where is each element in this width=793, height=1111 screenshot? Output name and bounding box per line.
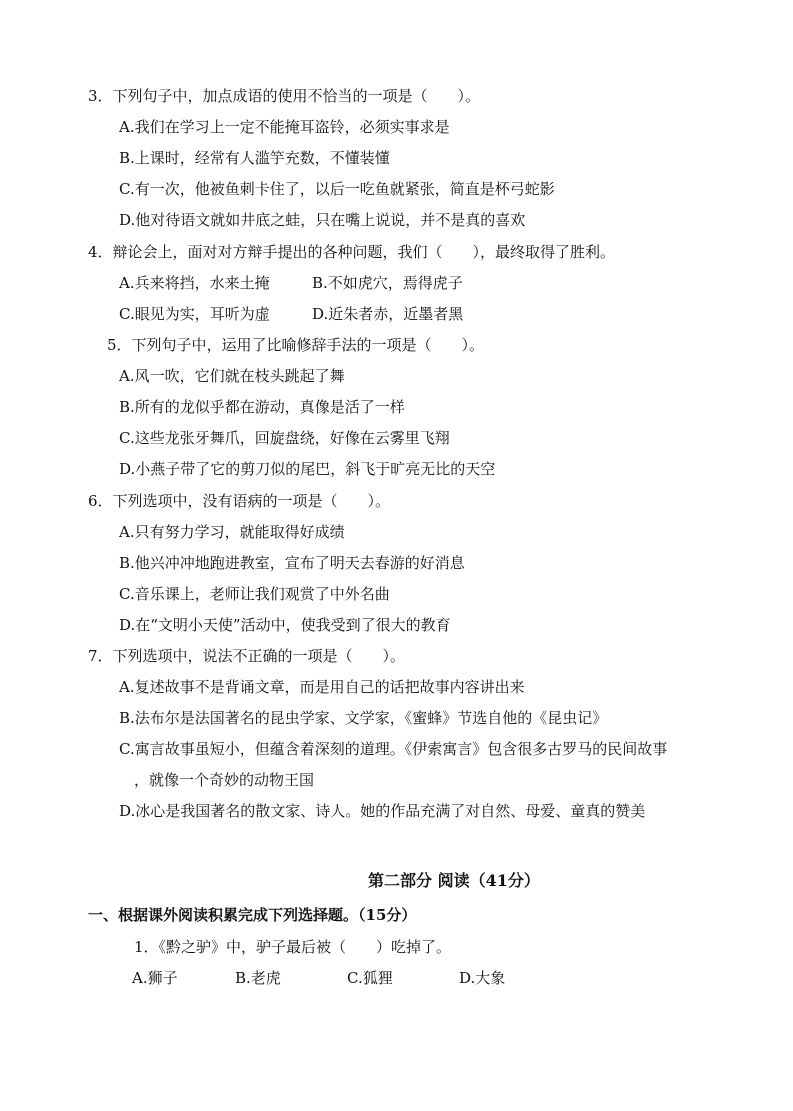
question-6-option-c: C.音乐课上，老师让我们观赏了中外名曲 [119,585,390,603]
question-7-stem: 7．下列选项中，说法不正确的一项是（ ）。 [88,647,406,665]
question-6-option-d: D.在“文明小天使”活动中，使我受到了很大的教育 [119,616,451,634]
question-4-options-row-2 [119,304,463,324]
question-4-option-d: D.近朱者赤，近墨者黑 [312,305,464,323]
question-3-option-b: B.上课时，经常有人滥竽充数，不懂装懂 [119,149,390,167]
question-7-option-a: A.复述故事不是背诵文章，而是用自己的话把故事内容讲出来 [119,678,525,696]
question-5-stem: 5．下列句子中，运用了比喻修辞手法的一项是（ ）。 [107,336,485,354]
question-3-option-c: C.有一次，他被鱼刺卡住了，以后一吃鱼就紧张，简直是杯弓蛇影 [119,180,555,198]
question-3-option-a: A.我们在学习上一定不能掩耳盗铃，必须实事求是 [119,118,450,136]
question-7-option-d: D.冰心是我国著名的散文家、诗人。她的作品充满了对自然、母爱、童真的赞美 [119,802,646,820]
question-7-option-c: C.寓言故事虽短小，但蕴含着深刻的道理。《伊索寓言》包含很多古罗马的民间故事 [119,740,668,758]
question-4-option-c: C.眼见为实，耳听为虚 [119,305,270,323]
part-two-question-1-option-b: B.老虎 [235,969,281,987]
question-3-option-d: D.他对待语文就如井底之蛙，只在嘴上说说，并不是真的喜欢 [119,211,526,229]
question-4-option-a: A.兵来将挡，水来土掩 [119,274,270,292]
part-two-question-1-option-c: C.狐狸 [347,969,393,987]
question-6-stem: 6．下列选项中，没有语病的一项是（ ）。 [88,492,391,510]
question-7-option-c-continued: ，就像一个奇妙的动物王国 [134,771,315,789]
question-5-option-b: B.所有的龙似乎都在游动，真像是活了一样 [119,398,405,416]
question-3-stem: 3．下列句子中，加点成语的使用不恰当的一项是（ ）。 [88,87,481,105]
part-two-question-1-option-d: D.大象 [459,969,506,987]
question-4-options-row-1 [119,273,463,293]
section-one-heading: 一、根据课外阅读积累完成下列选择题。（15分） [88,906,417,924]
question-6-option-a: A.只有努力学习，就能取得好成绩 [119,523,345,541]
question-5-option-d: D.小燕子带了它的剪刀似的尾巴，斜飞于旷亮无比的天空 [119,460,496,478]
part-two-question-1-stem: 1．《黔之驴》中，驴子最后被（ ）吃掉了。 [134,938,452,956]
part-two-question-1-options [132,968,505,988]
part-two-question-1-option-a: A.狮子 [132,969,178,987]
part-two-title: 第二部分 阅读（41分） [368,871,540,890]
question-4-stem: 4．辩论会上，面对对方辩手提出的各种问题，我们（ ），最终取得了胜利。 [88,243,616,261]
question-4-option-b: B.不如虎穴，焉得虎子 [312,274,463,292]
question-7-option-b: B.法布尔是法国著名的昆虫学家、文学家，《蜜蜂》节选自他的《昆虫记》 [119,709,608,727]
question-6-option-b: B.他兴冲冲地跑进教室，宣布了明天去春游的好消息 [119,554,465,572]
question-5-option-a: A.风一吹，它们就在枝头跳起了舞 [119,367,345,385]
question-5-option-c: C.这些龙张牙舞爪，回旋盘绕，好像在云雾里飞翔 [119,429,450,447]
